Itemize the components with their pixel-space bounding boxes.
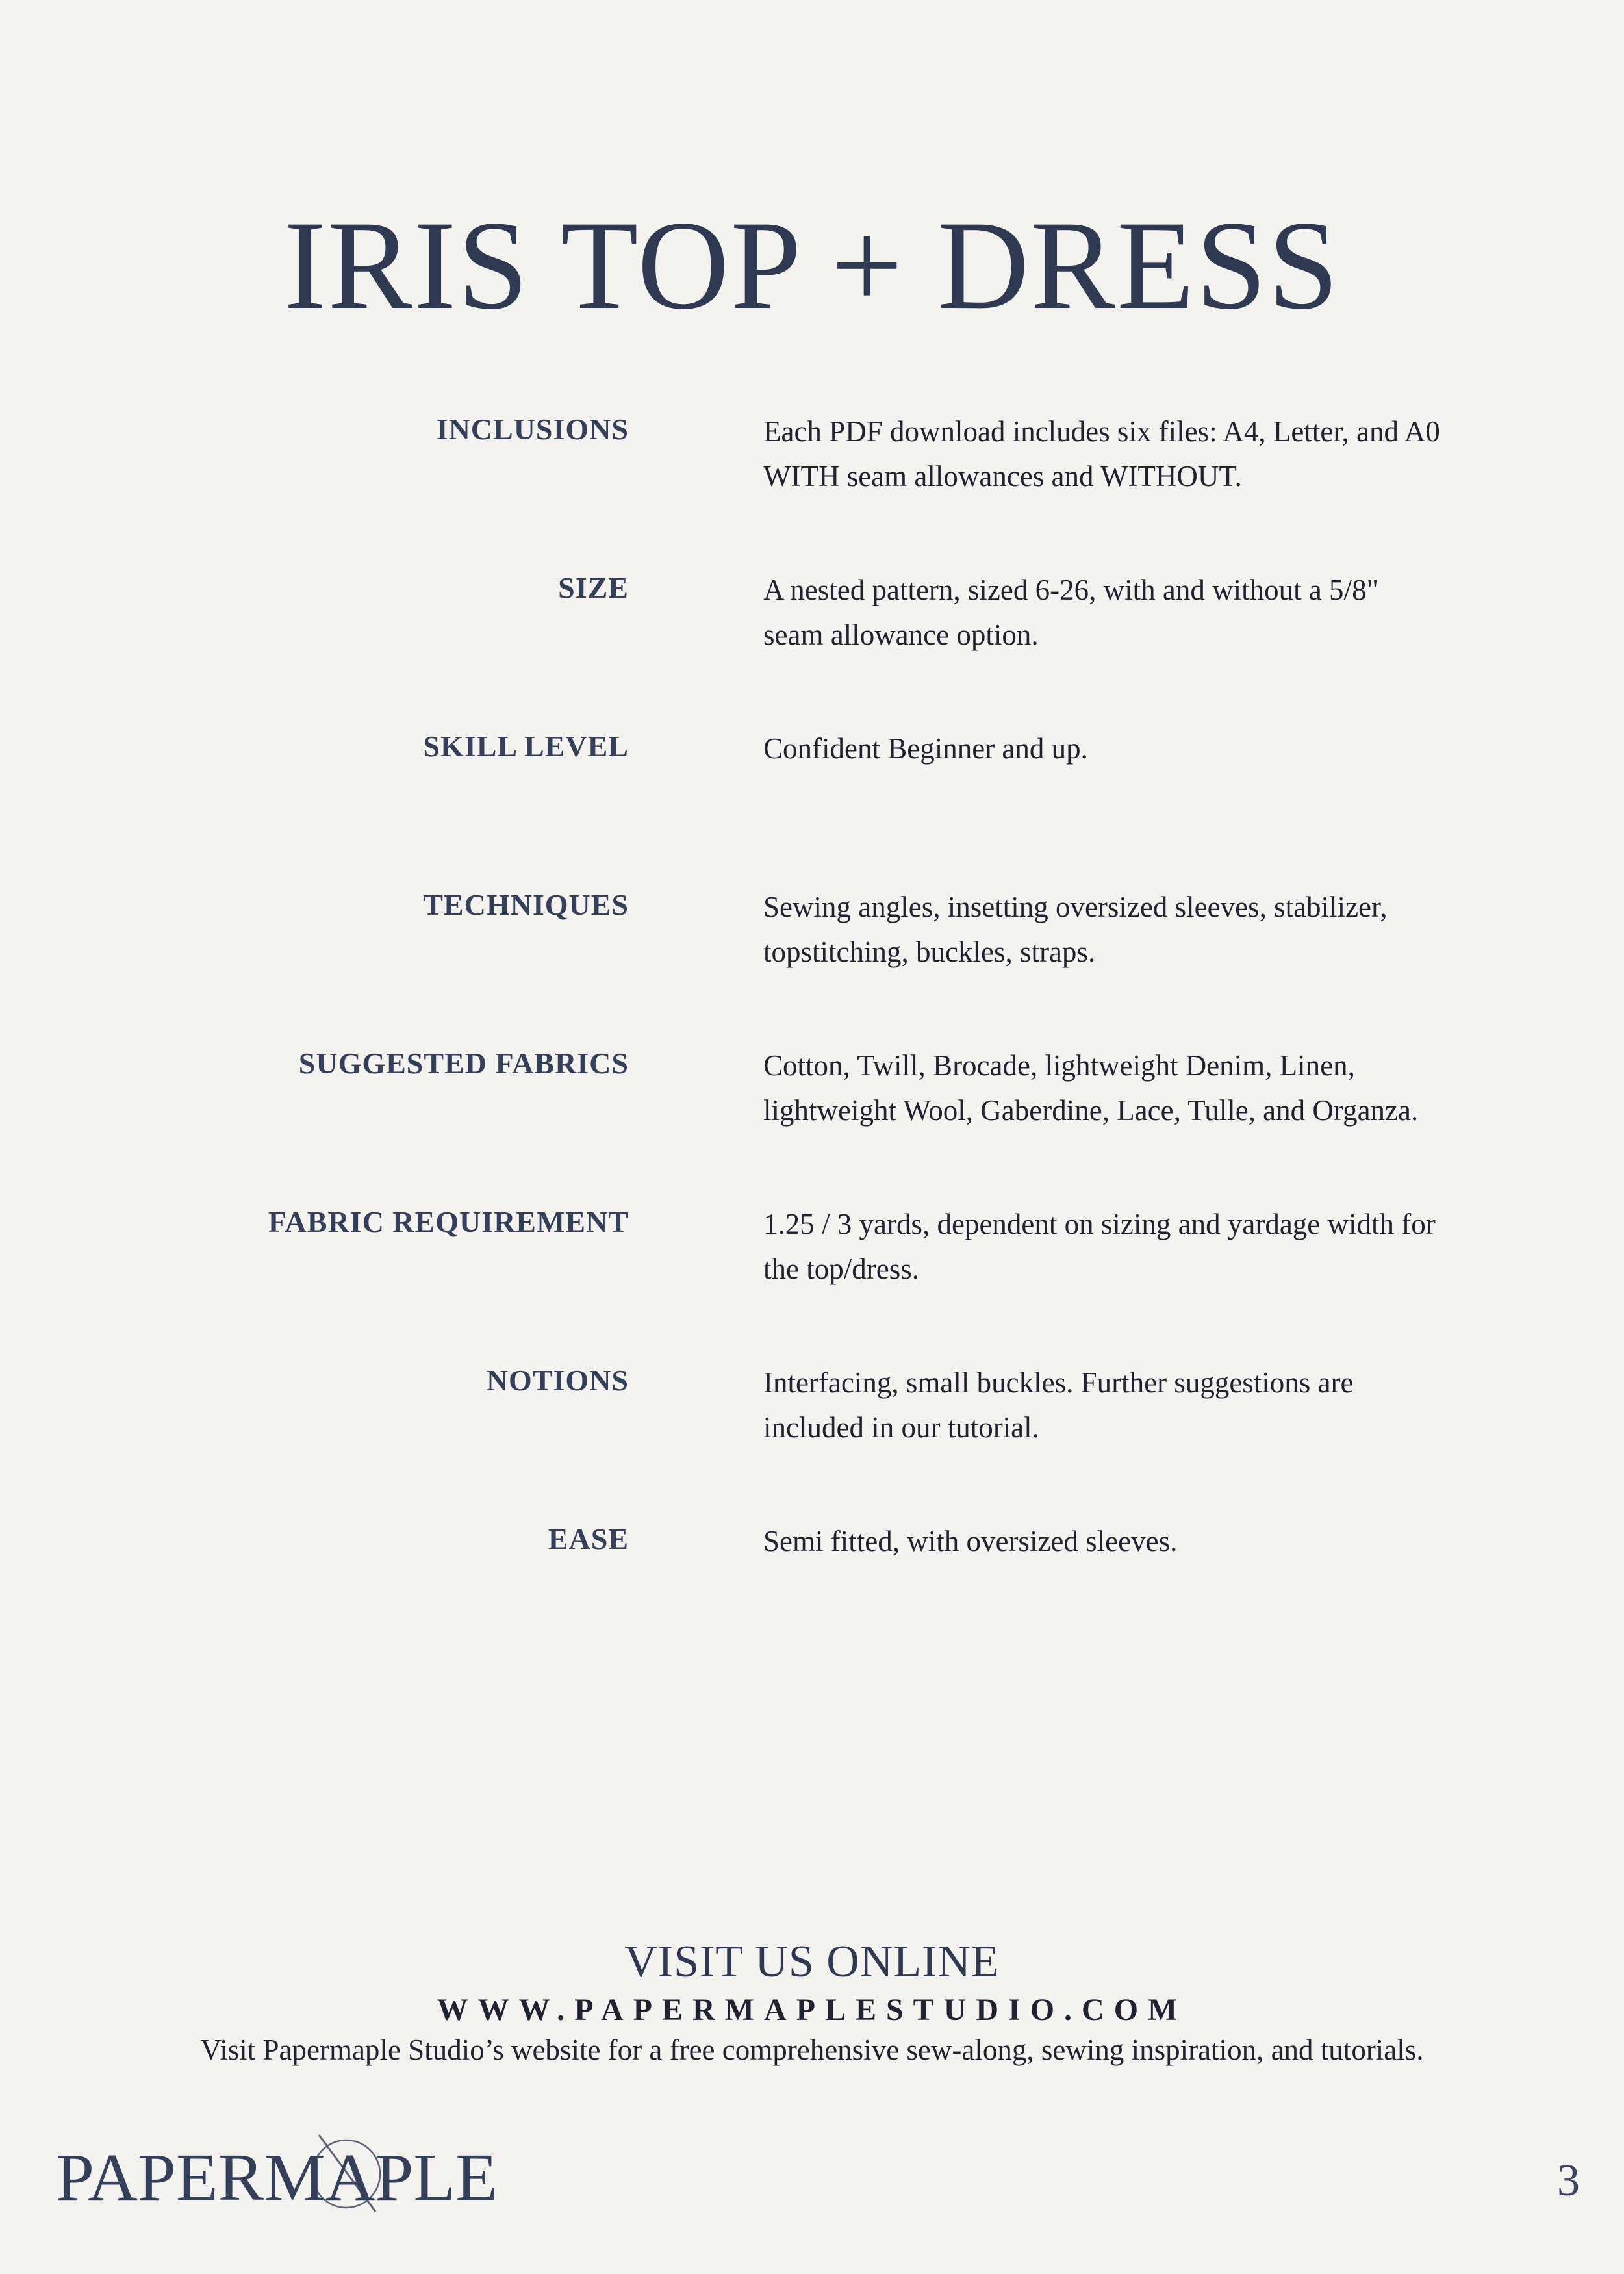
spec-value	[763, 409, 1530, 499]
spec-value	[763, 726, 1530, 771]
spec-label: NOTIONS	[486, 1364, 629, 1397]
spec-value-line: the top/dress.	[763, 1253, 919, 1285]
papermaple-logo	[56, 2128, 524, 2213]
spec-value	[763, 1043, 1530, 1133]
spec-value	[763, 885, 1530, 975]
spec-row-suggested-fabrics	[0, 1043, 1624, 1202]
spec-row-techniques	[0, 885, 1624, 1043]
logo-wordmark: PAPERMAPLE	[56, 2140, 498, 2213]
spec-row-skill-level	[0, 726, 1624, 885]
spec-label: SUGGESTED FABRICS	[298, 1047, 629, 1080]
spec-label: EASE	[548, 1522, 629, 1555]
spec-value	[763, 568, 1530, 658]
spec-label: INCLUSIONS	[436, 413, 629, 446]
page-number: 3	[1557, 2156, 1580, 2206]
spec-value-line: topstitching, buckles, straps.	[763, 936, 1096, 968]
spec-value	[763, 1361, 1530, 1450]
spec-label: SIZE	[558, 571, 629, 604]
visit-description: Visit Papermaple Studio’s website for a free comprehensive sew-along, sewing inspiration, and tutorials.	[200, 2034, 1424, 2066]
spec-value	[763, 1519, 1530, 1564]
spec-row-notions	[0, 1361, 1624, 1519]
spec-value	[763, 1202, 1530, 1292]
spec-value-line: seam allowance option.	[763, 619, 1039, 651]
spec-value-line: Sewing angles, insetting oversized sleeves, stabilizer,	[763, 891, 1388, 923]
spec-row-fabric-requirement	[0, 1202, 1624, 1361]
spec-value-line: Semi fitted, with oversized sleeves.	[763, 1525, 1178, 1557]
spec-table	[0, 409, 1624, 1678]
spec-value-line: Interfacing, small buckles. Further suggestions are	[763, 1366, 1354, 1399]
spec-row-size	[0, 568, 1624, 726]
spec-value-line: WITH seam allowances and WITHOUT.	[763, 460, 1242, 492]
spec-label: FABRIC REQUIREMENT	[268, 1205, 629, 1238]
spec-value-line: 1.25 / 3 yards, dependent on sizing and yardage width for	[763, 1208, 1436, 1240]
spec-value-line: Each PDF download includes six files: A4, Letter, and A0	[763, 415, 1440, 448]
spec-label: TECHNIQUES	[423, 888, 629, 921]
spec-value-line: Cotton, Twill, Brocade, lightweight Denim, Linen,	[763, 1049, 1355, 1082]
visit-heading: VISIT US ONLINE	[624, 1937, 1000, 1987]
spec-value-line: A nested pattern, sized 6-26, with and without a 5/8"	[763, 574, 1378, 606]
spec-row-ease	[0, 1519, 1624, 1678]
spec-value-line: lightweight Wool, Gaberdine, Lace, Tulle, and Organza.	[763, 1094, 1419, 1127]
spec-value-line: Confident Beginner and up.	[763, 732, 1088, 765]
page-title: IRIS TOP + DRESS	[284, 195, 1340, 337]
website-link[interactable]: WWW.PAPERMAPLESTUDIO.COM	[437, 1993, 1187, 2027]
spec-value-line: included in our tutorial.	[763, 1411, 1039, 1444]
spec-label: SKILL LEVEL	[423, 730, 629, 763]
spec-row-inclusions	[0, 409, 1624, 568]
